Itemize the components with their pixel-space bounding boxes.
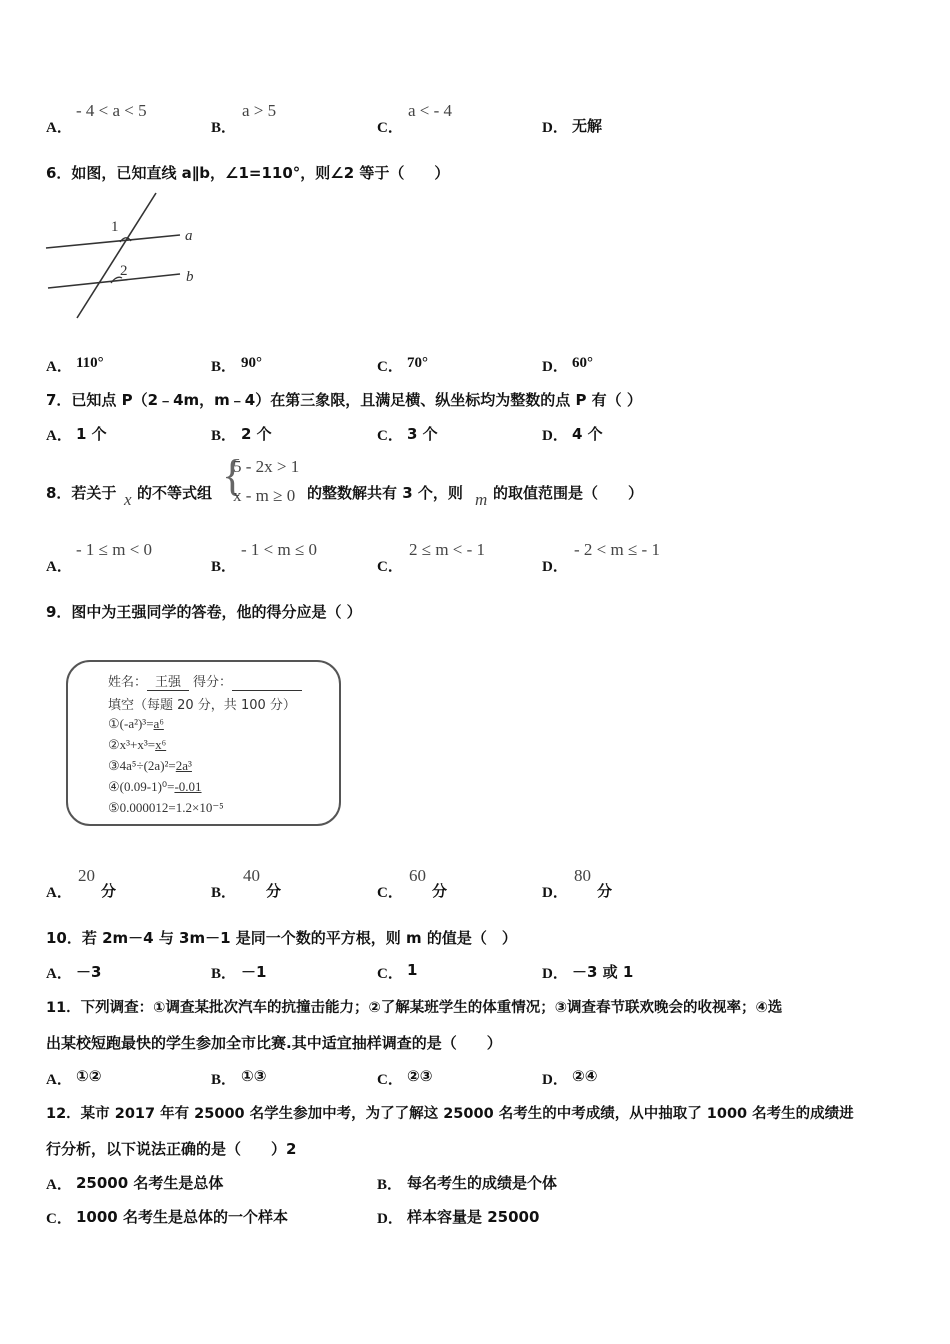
q6-option-d-label: D．	[542, 359, 568, 375]
q8-stem-mid: 的不等式组	[137, 484, 213, 502]
q9-item-4	[108, 779, 202, 795]
q7-stem: 7．已知点 P（2﹣4m，m﹣4）在第三象限，且满足横、纵坐标均为整数的点 P 有（ ）	[46, 391, 642, 409]
q7-option-c-label: C．	[377, 428, 403, 444]
q8-inequality-1: 5 - 2x > 1	[233, 457, 300, 476]
q9-item-2-answer: x⁶	[155, 737, 167, 752]
q11-stem-line1: 11．下列调查：①调查某批次汽车的抗撞击能力；②了解某班学生的体重情况；③调查春节联欢晚会的收视率；④选	[46, 1000, 783, 1016]
q10-option-b-label: B．	[211, 966, 237, 982]
q12-option-d-text: 样本容量是 25000	[407, 1208, 540, 1226]
q9-option-d-label: D．	[542, 885, 568, 901]
q8-option-c-math: 2 ≤ m < - 1	[409, 540, 486, 559]
q12-option-d-label: D．	[377, 1211, 403, 1227]
q6-angle2-label: 2	[120, 263, 128, 279]
q5-option-a-math: - 4 < a < 5	[76, 101, 147, 120]
q10-stem: 10．若 2m－4 与 3m－1 是同一个数的平方根，则 m 的值是（ ）	[46, 929, 517, 947]
q8-stem-mid2: 的整数解共有 3 个，则	[307, 484, 463, 502]
q8-option-c-label: C．	[377, 559, 403, 575]
q9-option-c-label: C．	[377, 885, 403, 901]
q8-inequality-2: x - m ≥ 0	[233, 486, 296, 505]
q9-item-5-lhs: 0.000012=1.2×10⁻⁵	[119, 800, 224, 815]
q9-option-a-label: A．	[46, 885, 72, 901]
q12-stem-line1: 12．某市 2017 年有 25000 名学生参加中考，为了了解这 25000 名考生的中考成绩，从中抽取了 1000 名考生的成绩进	[46, 1106, 854, 1122]
q9-item-5	[108, 800, 224, 816]
q6-line-b	[48, 274, 180, 288]
q9-stem: 9．图中为王强同学的答卷，他的得分应是（ ）	[46, 603, 362, 621]
q7-option-d-label: D．	[542, 428, 568, 444]
q9-item-3-answer: 2a³	[175, 758, 192, 773]
q9-item-2-num: ②	[108, 737, 120, 752]
q11-option-a-text: ①②	[76, 1067, 102, 1085]
q7-option-a-text: 1 个	[76, 425, 107, 443]
q9-name-value: 王强	[147, 671, 189, 691]
q9-sheet-name-row	[108, 671, 302, 691]
q8-var-x: x	[124, 490, 132, 509]
q6-stem: 6．如图，已知直线 a∥b，∠1=110°，则∠2 等于（ ）	[46, 164, 450, 182]
q9-option-c-unit: 分	[432, 882, 448, 900]
q8-option-a-math: - 1 ≤ m < 0	[76, 540, 153, 559]
q7-option-a-label: A．	[46, 428, 72, 444]
q11-option-b-text: ①③	[241, 1067, 267, 1085]
q9-option-d-value: 80	[574, 866, 591, 885]
q6-option-c-label: C．	[377, 359, 403, 375]
q10-option-d-text: －3 或 1	[572, 963, 634, 981]
q9-option-b-label: B．	[211, 885, 237, 901]
q9-item-1-lhs: (-a²)³=	[119, 716, 154, 731]
q9-item-3	[108, 758, 192, 774]
q5-option-a-label: A．	[46, 120, 72, 136]
q10-option-a-text: －3	[76, 963, 102, 981]
q5-option-b-label: B．	[211, 120, 237, 136]
q10-option-a-label: A．	[46, 966, 72, 982]
q5-option-d-label: D．	[542, 120, 568, 136]
q12-option-a-label: A．	[46, 1177, 72, 1193]
q5-option-c-label: C．	[377, 120, 403, 136]
q8-option-d-math: - 2 < m ≤ - 1	[574, 540, 660, 559]
q9-item-3-num: ③	[108, 758, 120, 773]
q9-option-d-unit: 分	[597, 882, 613, 900]
q11-option-a-label: A．	[46, 1072, 72, 1088]
q11-option-b-label: B．	[211, 1072, 237, 1088]
q11-option-c-text: ②③	[407, 1067, 433, 1085]
q9-name-label: 姓名：	[108, 675, 148, 690]
q6-option-c-text: 70°	[407, 355, 428, 371]
q6-line-b-label: b	[186, 269, 194, 285]
q9-item-4-num: ④	[108, 779, 120, 794]
q9-option-a-value: 20	[78, 866, 95, 885]
q6-option-b-label: B．	[211, 359, 237, 375]
q9-sheet-instruction: 填空（每题 20 分，共 100 分）	[108, 698, 296, 713]
q10-option-c-text: 1	[407, 961, 418, 979]
q9-item-2	[108, 737, 166, 753]
q8-option-b-label: B．	[211, 559, 237, 575]
q11-option-d-text: ②④	[572, 1067, 598, 1085]
q8-option-d-label: D．	[542, 559, 568, 575]
q6-line-a	[46, 235, 180, 248]
q7-option-d-text: 4 个	[572, 425, 603, 443]
q8-stem-post: 的取值范围是（ ）	[493, 484, 644, 502]
q9-item-3-lhs: 4a⁵÷(2a)²=	[119, 758, 176, 773]
q12-option-c-label: C．	[46, 1211, 72, 1227]
q6-option-a-text: 110°	[76, 355, 104, 371]
q12-option-b-text: 每名考生的成绩是个体	[407, 1174, 558, 1192]
q9-item-1-answer: a⁶	[153, 716, 164, 731]
q12-option-a-text: 25000 名考生是总体	[76, 1174, 224, 1192]
q9-score-label: 得分：	[193, 675, 233, 690]
q6-option-b-text: 90°	[241, 355, 262, 371]
q7-option-b-label: B．	[211, 428, 237, 444]
q10-option-d-label: D．	[542, 966, 568, 982]
q12-option-b-label: B．	[377, 1177, 403, 1193]
q5-option-c-math: a < - 4	[408, 101, 453, 120]
q11-option-d-label: D．	[542, 1072, 568, 1088]
q9-item-1-num: ①	[108, 716, 120, 731]
q9-item-4-lhs: (0.09-1)⁰=	[119, 779, 175, 794]
q9-item-5-num: ⑤	[108, 800, 120, 815]
q8-stem-pre: 8．若关于	[46, 484, 117, 502]
q6-angle1-label: 1	[111, 219, 119, 235]
q9-score-blank	[232, 678, 302, 691]
q6-line-a-label: a	[185, 228, 193, 244]
q9-item-4-answer: -0.01	[174, 779, 202, 794]
q6-option-a-label: A．	[46, 359, 72, 375]
q6-parallel-lines-figure	[40, 188, 210, 323]
q10-option-c-label: C．	[377, 966, 403, 982]
q9-option-a-unit: 分	[101, 882, 117, 900]
q9-answer-sheet	[66, 660, 341, 826]
q7-option-c-text: 3 个	[407, 425, 438, 443]
q12-stem-line2: 行分析，以下说法正确的是（ ）2	[46, 1140, 297, 1158]
q6-transversal	[77, 193, 156, 318]
q12-option-c-text: 1000 名考生是总体的一个样本	[76, 1208, 288, 1226]
q9-item-2-lhs: x³+x³=	[119, 737, 156, 752]
q7-option-b-text: 2 个	[241, 425, 272, 443]
q8-option-a-label: A．	[46, 559, 72, 575]
q9-item-1	[108, 716, 164, 732]
q9-option-c-value: 60	[409, 866, 426, 885]
q8-var-m: m	[475, 490, 488, 509]
q11-stem-line2: 出某校短跑最快的学生参加全市比赛.其中适宜抽样调查的是（ ）	[46, 1034, 502, 1052]
q8-option-b-math: - 1 < m ≤ 0	[241, 540, 318, 559]
q11-option-c-label: C．	[377, 1072, 403, 1088]
q6-option-d-text: 60°	[572, 355, 593, 371]
q10-option-b-text: －1	[241, 963, 267, 981]
q5-option-b-math: a > 5	[242, 101, 277, 120]
q5-option-d-text: 无解	[572, 117, 603, 135]
q9-option-b-unit: 分	[266, 882, 282, 900]
q8-system-brace: {	[222, 451, 244, 500]
q9-option-b-value: 40	[243, 866, 260, 885]
